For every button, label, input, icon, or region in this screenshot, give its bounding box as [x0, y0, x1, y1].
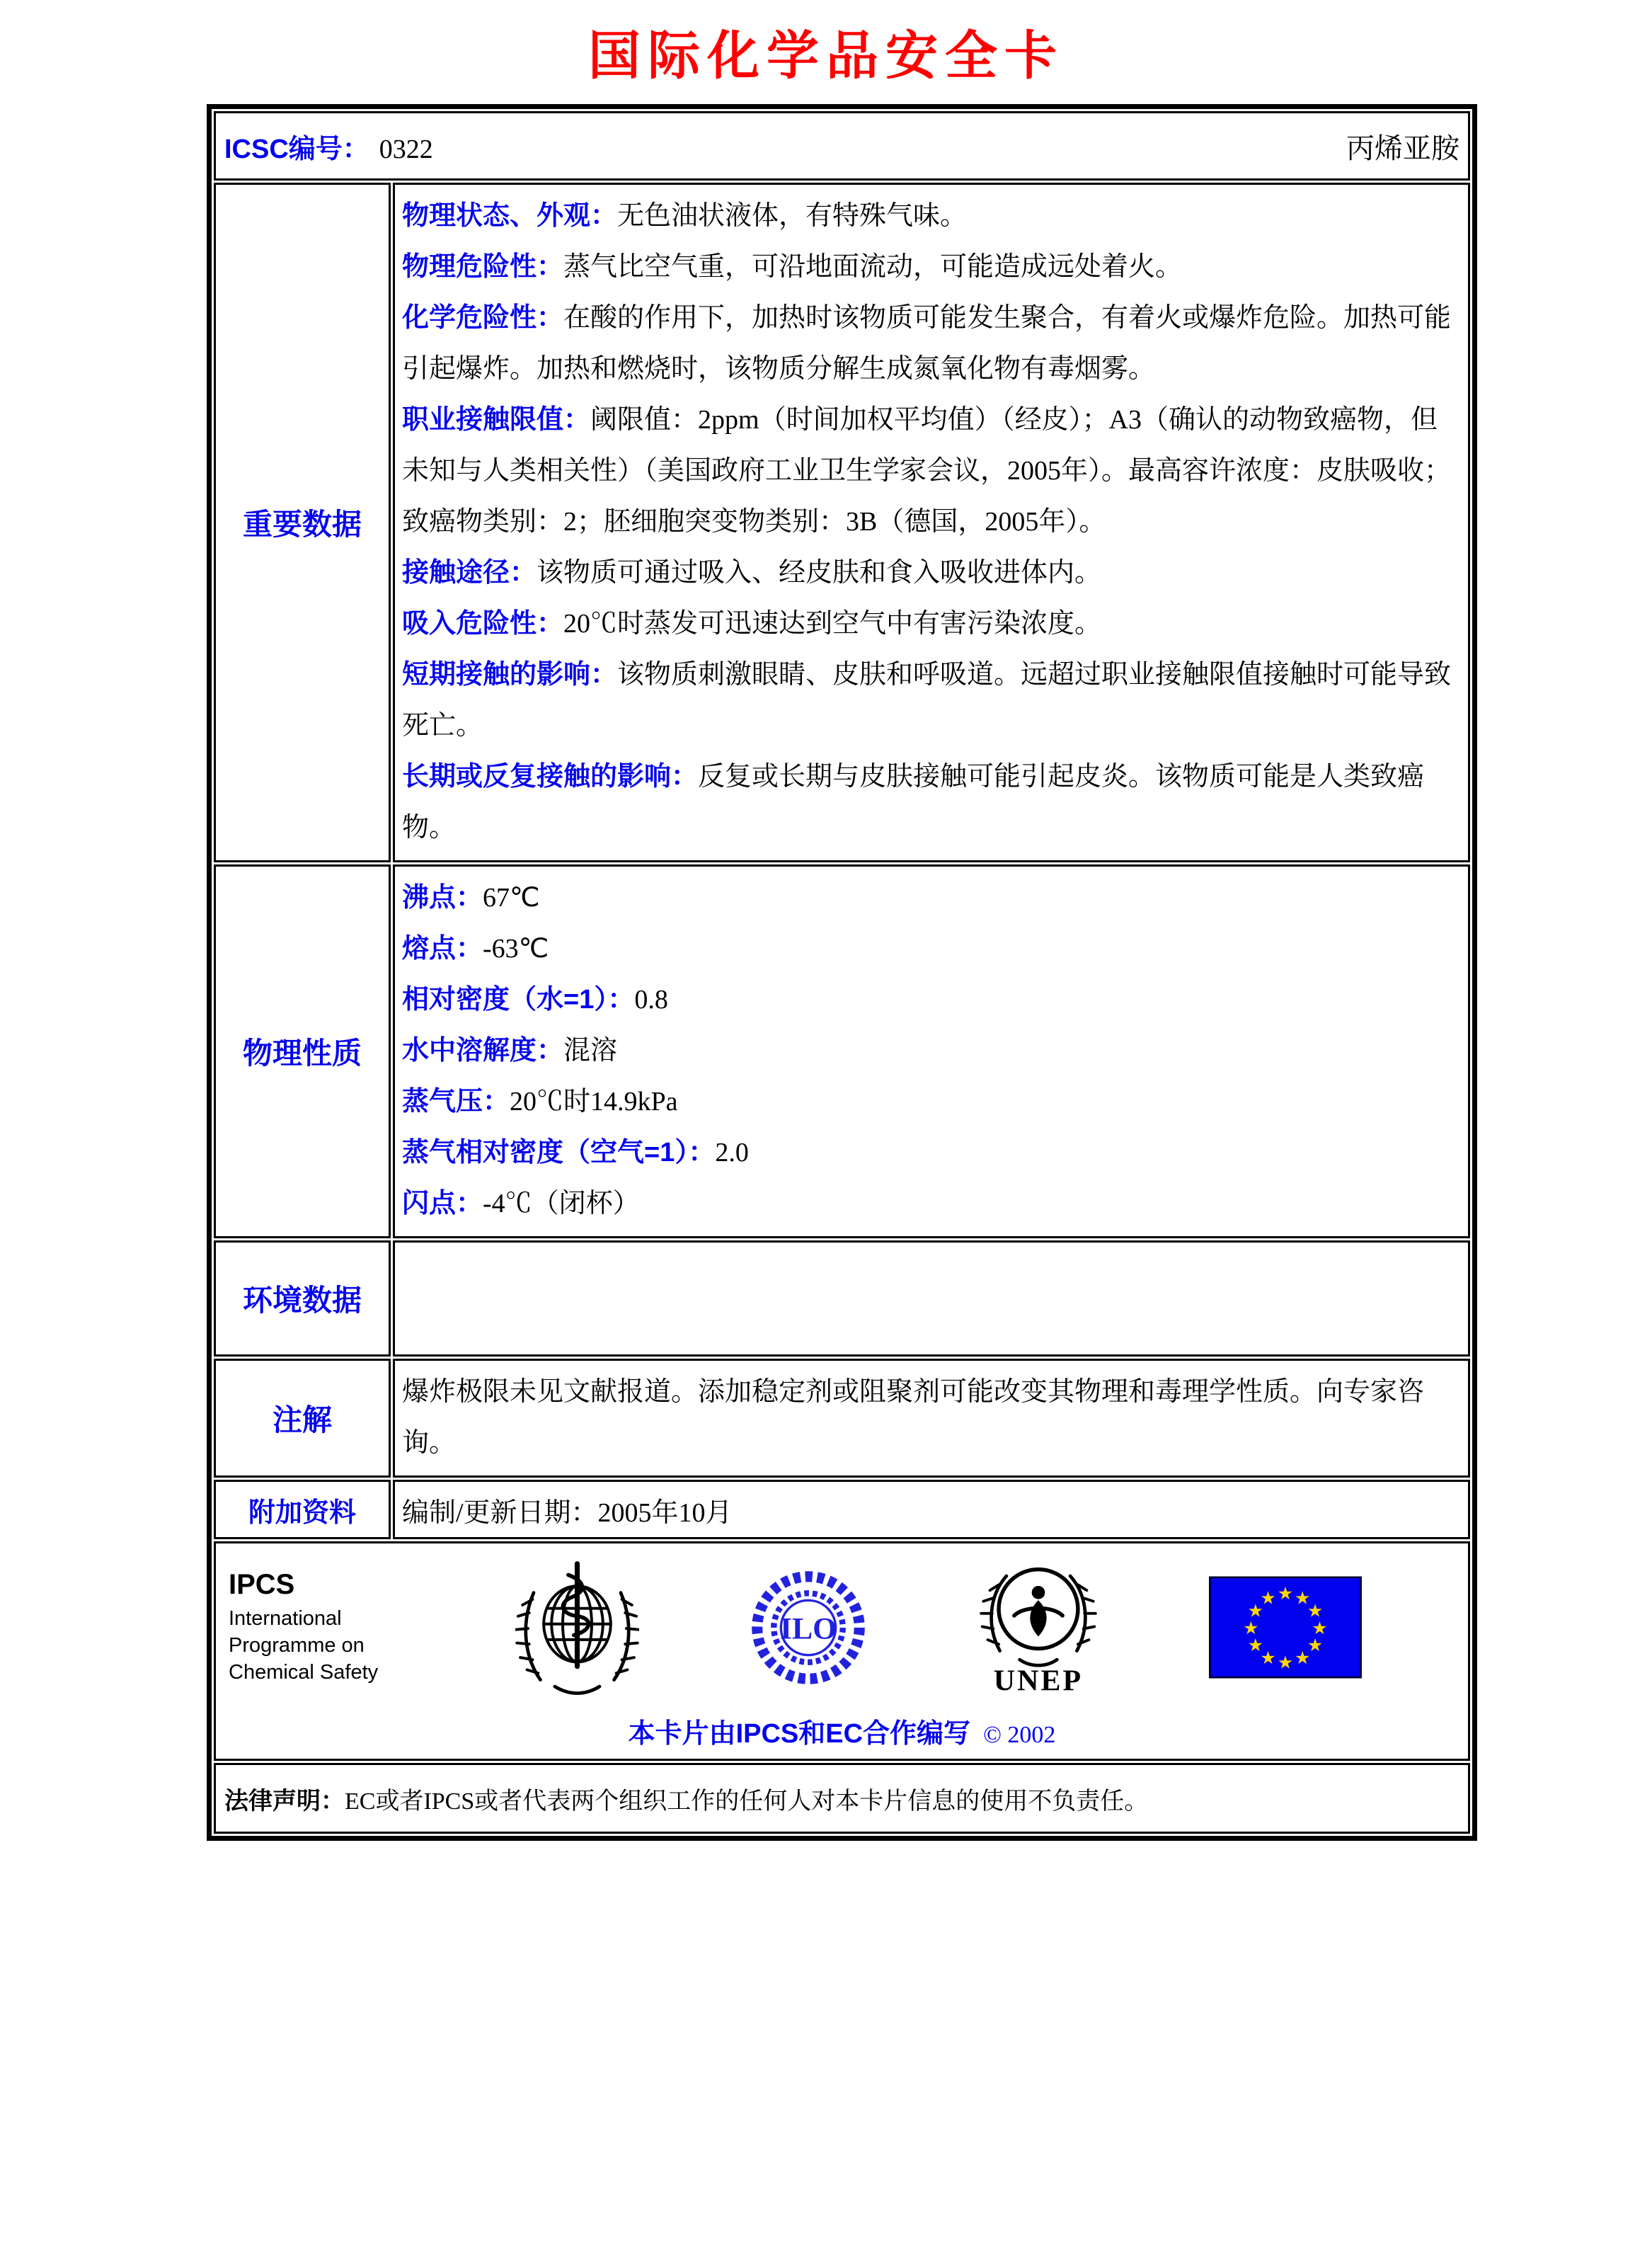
notes-content: 爆炸极限未见文献报道。添加稳定剂或阻聚剂可能改变其物理和毒理学性质。向专家咨询。: [393, 1359, 1470, 1478]
section-label-additional-info: 附加资料: [214, 1480, 391, 1539]
additional-info-row: [214, 1480, 1470, 1539]
footer-caption: [216, 1711, 1468, 1750]
legal-row: [214, 1763, 1470, 1834]
property-value: 2.0: [715, 1138, 749, 1168]
data-item: [402, 598, 1457, 649]
legal-label: 法律声明：: [224, 1787, 345, 1815]
property-label: 沸点：: [402, 883, 483, 913]
section-label-environmental-data: 环境数据: [214, 1240, 391, 1357]
data-item: [402, 292, 1457, 394]
svg-text:★: ★: [1247, 1602, 1264, 1621]
header-row: [214, 111, 1470, 181]
unep-logo-label: UNEP: [993, 1665, 1084, 1698]
who-logo-icon: [515, 1555, 639, 1700]
svg-text:★: ★: [1243, 1619, 1259, 1638]
property-label: 蒸气压：: [402, 1087, 510, 1117]
property-item: [402, 1178, 1457, 1229]
property-value: 20℃时14.9kPa: [510, 1087, 678, 1117]
physical-properties-row: [214, 864, 1470, 1238]
property-item: [402, 923, 1457, 974]
property-value: -63℃: [483, 934, 549, 964]
data-item-label: 化学危险性：: [402, 303, 564, 333]
footer-copyright: © 2002: [983, 1722, 1056, 1748]
icsc-number-value: 0322: [379, 134, 433, 164]
notes-row: [214, 1359, 1470, 1478]
environmental-data-row: [214, 1240, 1470, 1357]
property-value: 0.8: [634, 985, 668, 1015]
icsc-number-label: ICSC编号：: [224, 134, 369, 164]
data-item: [402, 649, 1457, 751]
property-value: 67℃: [483, 883, 540, 913]
ipcs-acronym: IPCS: [229, 1569, 295, 1600]
data-item: [402, 394, 1457, 547]
property-label: 水中溶解度：: [402, 1036, 564, 1066]
header-cell: [214, 111, 1470, 181]
svg-text:★: ★: [1295, 1589, 1311, 1609]
svg-text:★: ★: [1295, 1648, 1311, 1668]
property-item: [402, 872, 1457, 923]
property-label: 相对密度（水=1）：: [402, 985, 635, 1015]
data-item-label: 物理危险性：: [402, 252, 564, 282]
section-label-notes: 注解: [214, 1359, 391, 1478]
property-item: [402, 1025, 1457, 1076]
section-label-important-data: 重要数据: [214, 183, 391, 862]
ipcs-text-block: [229, 1569, 406, 1686]
page-title: 国际化学品安全卡: [588, 28, 1064, 86]
legal-cell: [214, 1763, 1470, 1834]
important-data-row: [214, 183, 1470, 862]
data-item: [402, 190, 1457, 241]
physical-properties-content: [393, 864, 1470, 1238]
svg-text:★: ★: [1247, 1636, 1264, 1656]
data-item-text: 20℃时蒸发可迅速达到空气中有害污染浓度。: [563, 609, 1102, 639]
property-label: 闪点：: [402, 1189, 483, 1218]
ilo-logo-label: ILO: [779, 1611, 837, 1646]
property-value: -4℃（闭杯）: [483, 1189, 640, 1218]
data-item: [402, 751, 1457, 853]
property-item: [402, 1076, 1457, 1127]
chemical-name: 丙烯亚胺: [1346, 132, 1459, 164]
legal-text: EC或者IPCS或者代表两个组织工作的任何人对本卡片信息的使用不负责任。: [345, 1788, 1149, 1815]
property-item: [402, 974, 1457, 1025]
data-item-text: 无色油状液体，有特殊气味。: [617, 201, 968, 231]
data-item-label: 职业接触限值：: [402, 405, 591, 435]
footer-caption-text: 本卡片由IPCS和EC合作编写: [628, 1719, 971, 1749]
section-label-physical-properties: 物理性质: [214, 864, 391, 1238]
data-item-text: 蒸气比空气重，可沿地面流动，可能造成远处着火。: [563, 252, 1183, 282]
ilo-logo-icon: [749, 1568, 868, 1687]
unep-logo-icon: [977, 1556, 1099, 1699]
icsc-card-table: [207, 104, 1477, 1841]
additional-info-content: 编制/更新日期：2005年10月: [393, 1480, 1470, 1539]
svg-text:★: ★: [1307, 1602, 1324, 1621]
logos-row: [214, 1541, 1470, 1761]
svg-text:★: ★: [1260, 1589, 1276, 1609]
data-item-label: 长期或反复接触的影响：: [402, 762, 699, 792]
data-item-text: 该物质刺激眼睛、皮肤和呼吸道。远超过职业接触限值接触时可能导致死亡。: [402, 660, 1452, 741]
data-item-text: 反复或长期与皮肤接触可能引起皮炎。该物质可能是人类致癌物。: [402, 762, 1425, 843]
property-value: 混溶: [563, 1036, 618, 1066]
ipcs-full-name: International Programme on Chemical Safety: [229, 1607, 379, 1684]
eu-flag-icon: [1209, 1576, 1362, 1679]
property-label: 蒸气相对密度（空气=1）：: [402, 1138, 716, 1168]
data-item: [402, 241, 1457, 292]
data-item-label: 吸入危险性：: [402, 609, 564, 639]
data-item-text: 阈限值：2ppm（时间加权平均值）（经皮）；A3（确认的动物致癌物，但未知与人类相关性）（美国政府工业卫生学家会议，2005年）。最高容许浓度：皮肤吸收；致癌物类别：2；胚细胞突变物类别：3B（德国，2005年）。: [402, 405, 1452, 537]
icsc-number-group: [224, 127, 433, 166]
svg-text:★: ★: [1260, 1648, 1276, 1668]
property-label: 熔点：: [402, 934, 483, 964]
important-data-content: [393, 183, 1470, 862]
svg-text:★: ★: [1277, 1585, 1294, 1604]
svg-text:★: ★: [1307, 1636, 1324, 1656]
data-item: [402, 547, 1457, 598]
data-item-label: 短期接触的影响：: [402, 660, 618, 690]
data-item-text: 在酸的作用下，加热时该物质可能发生聚合，有着火或爆炸危险。加热可能引起爆炸。加热和燃烧时，该物质分解生成氮氧化物有毒烟雾。: [402, 303, 1452, 384]
logos-cell: [214, 1541, 1470, 1761]
environmental-data-content: [393, 1240, 1470, 1357]
data-item-label: 接触途径：: [402, 558, 537, 588]
data-item-label: 物理状态、外观：: [402, 201, 618, 231]
svg-text:★: ★: [1312, 1619, 1328, 1638]
data-item-text: 该物质可通过吸入、经皮肤和食入吸收进体内。: [537, 558, 1102, 588]
svg-text:★: ★: [1277, 1653, 1294, 1673]
property-item: [402, 1127, 1457, 1178]
